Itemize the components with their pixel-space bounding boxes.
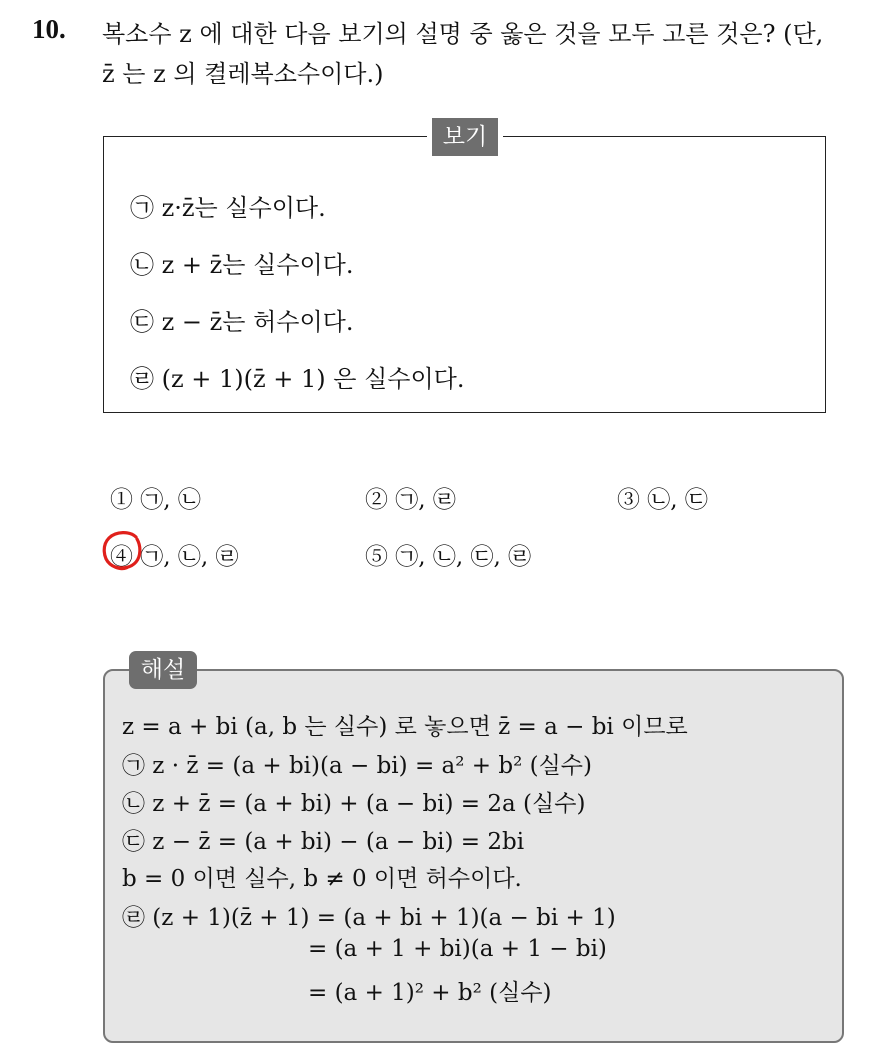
explanation-line-4: ㉢ z − z̄ = (a + bi) − (a − bi) = 2bi (122, 829, 525, 855)
bogi-item-4: ㉣ (z + 1)(z̄ + 1) 은 실수이다. (130, 365, 465, 393)
bogi-item-2: ㉡ z + z̄는 실수이다. (130, 251, 354, 279)
explanation-line-1: z = a + bi (a, b 는 실수) 로 놓으면 z̄ = a − bi 이므로 (122, 714, 688, 740)
answer-choice-4[interactable]: ④ ㉠, ㉡, ㉣ (110, 544, 239, 570)
bogi-label: 보기 (432, 118, 498, 156)
explanation-line-7: = (a + 1 + bi)(a + 1 − bi) (308, 936, 607, 962)
explanation-line-8: = (a + 1)² + b² (실수) (308, 980, 552, 1006)
answer-choice-1[interactable]: ① ㉠, ㉡ (110, 487, 201, 513)
explanation-line-3: ㉡ z + z̄ = (a + bi) + (a − bi) = 2a (실수) (122, 791, 586, 817)
answer-choice-3[interactable]: ③ ㉡, ㉢ (617, 487, 708, 513)
bogi-item-3: ㉢ z − z̄는 허수이다. (130, 308, 354, 336)
answer-choice-2[interactable]: ② ㉠, ㉣ (365, 487, 456, 513)
explanation-label: 해설 (129, 651, 197, 689)
question-number: 10. (32, 14, 66, 44)
explanation-line-2: ㉠ z · z̄ = (a + bi)(a − bi) = a² + b² (실수) (122, 753, 592, 779)
answer-choice-5[interactable]: ⑤ ㉠, ㉡, ㉢, ㉣ (365, 544, 532, 570)
bogi-item-1: ㉠ z·z̄는 실수이다. (130, 194, 326, 222)
explanation-line-6: ㉣ (z + 1)(z̄ + 1) = (a + bi + 1)(a − bi + 1) (122, 905, 616, 931)
question-text-line-1: 복소수 z 에 대한 다음 보기의 설명 중 옳은 것을 모두 고른 것은? (단, (102, 20, 824, 48)
selected-answer-circle-mark (100, 528, 146, 572)
question-text-line-2: z̄ 는 z 의 켤레복소수이다.) (102, 60, 384, 88)
explanation-line-5: b = 0 이면 실수, b ≠ 0 이면 허수이다. (122, 866, 522, 892)
